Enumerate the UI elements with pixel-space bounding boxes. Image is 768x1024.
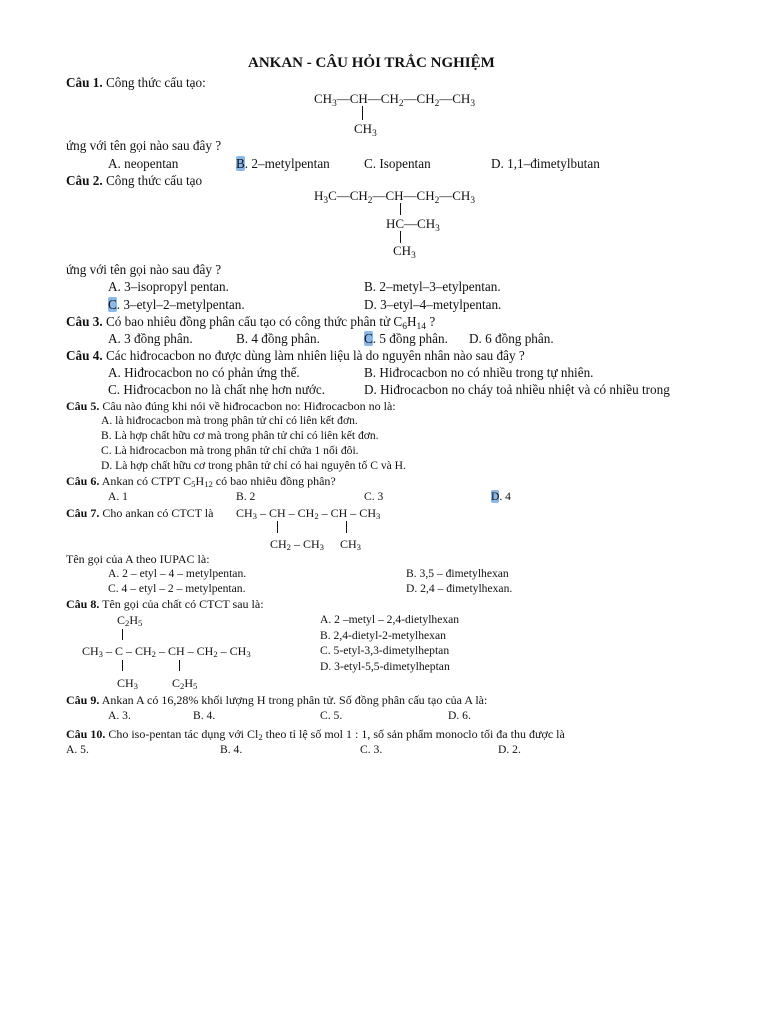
question-7-formula-branch-2: $CH_3$ [340,537,361,553]
selected-answer-mark: B [236,156,245,171]
question-4-option-c[interactable]: C. Hiđrocacbon no là chất nhẹ hơn nước. [108,382,326,397]
selected-answer-mark: C [108,297,117,312]
question-2-option-d[interactable]: D. 3–etyl–4–metylpentan. [364,297,502,312]
question-6-option-a[interactable]: A. 1 [108,490,128,503]
question-7-formula-main: $CH_3$ – CH – $CH_2$ – CH – $CH_3$ [236,506,381,522]
question-1-option-b[interactable]: B. 2–metylpentan [236,156,330,171]
question-1-option-a[interactable]: A. neopentan [108,156,179,171]
question-9-option-d[interactable]: D. 6. [448,709,471,722]
question-6-option-c[interactable]: C. 3 [364,490,384,503]
question-1-option-c[interactable]: C. Isopentan [364,156,431,171]
question-4-option-b[interactable]: B. Hiđrocacbon no có nhiều trong tự nhiên. [364,365,594,380]
question-3-stem: Câu 3. Có bao nhiêu đồng phân cấu tạo có công thức phân tử $C_6H_{14}$ ? [66,314,436,332]
question-1-followup: ứng với tên gọi nào sau đây ? [66,138,222,153]
question-7-option-d[interactable]: D. 2,4 – đimetylhexan. [406,582,513,595]
question-9-stem: Câu 9. Ankan A có 16,28% khối lượng H trong phân tử. Số đồng phân cấu tạo của A là: [66,693,488,707]
question-1-formula-branch: $CH_3$ [354,121,377,139]
question-3-option-d[interactable]: D. 6 đồng phân. [469,331,554,346]
question-2-formula-low: $CH_3$ [393,243,416,261]
question-8-bond-bottom-1 [122,660,123,671]
question-9-option-c[interactable]: C. 5. [320,709,343,722]
question-7-bond-2 [346,521,347,533]
question-1-stem [66,76,206,89]
question-8-formula-top: $C_2H_5$ [117,613,143,629]
question-8-formula-bottom-2: $C_2H_5$ [172,676,198,692]
question-8-formula-bottom-1: $CH_3$ [117,676,138,692]
question-8-option-d[interactable]: D. 3-etyl-5,5-dimetylheptan [320,660,450,673]
page-title: ANKAN - CÂU HỎI TRẮC NGHIỆM [248,55,495,71]
question-5-option-c[interactable]: C. Là hiđrocacbon mà trong phân tử chỉ chứa 1 nối đôi. [101,444,359,457]
question-8-option-b[interactable]: B. 2,4-dietyl-2-metylhexan [320,629,446,642]
question-2-option-a[interactable]: A. 3–isopropyl pentan. [108,279,229,294]
question-10-option-a[interactable]: A. 5. [66,743,89,756]
question-3-option-b[interactable]: B. 4 đồng phân. [236,331,320,346]
question-5-stem: Câu 5. Câu nào đúng khi nói về hiđrocacbon no: Hiđrocacbon no là: [66,399,396,413]
question-2-followup: ứng với tên gọi nào sau đây ? [66,262,222,277]
question-2-bond-1 [400,203,401,215]
question-10-stem: Câu 10. Cho iso-pentan tác dụng với $Cl_2$ theo tỉ lệ số mol 1 : 1, số sản phẩm monoclo tối đa thu được là [66,727,565,743]
question-8-bond-top [122,629,123,640]
question-6-stem: Câu 6. Ankan có CTPT $C_5H_{12}$ có bao nhiêu đồng phân? [66,474,336,490]
selected-answer-mark: C [364,331,373,346]
question-9-option-a[interactable]: A. 3. [108,709,131,722]
question-6-option-b[interactable]: B. 2 [236,490,256,503]
question-5-option-d[interactable]: D. Là hợp chất hữu cơ trong phân tử chỉ có hai nguyên tố C và H. [101,459,406,472]
question-3-option-c[interactable]: C. 5 đồng phân. [364,331,448,346]
question-10-option-b[interactable]: B. 4. [220,743,243,756]
question-7-bond-1 [277,521,278,533]
question-1-label: Câu 1. [66,75,103,90]
question-2-formula-mid: $HC—CH_3$ [386,216,440,234]
question-8-stem: Câu 8. Tên gọi của chất có CTCT sau là: [66,597,264,611]
question-4-option-d[interactable]: D. Hiđrocacbon no cháy toả nhiều nhiệt và có nhiều trong [364,382,670,397]
question-5-option-b[interactable]: B. Là hợp chất hữu cơ mà trong phân tử chỉ có liên kết đơn. [101,429,379,442]
question-8-formula-main: $CH_3$ – C – $CH_2$ – CH – $CH_2 - CH_3$ [82,644,251,660]
question-5-option-a[interactable]: A. là hiđrocacbon mà trong phân tử chỉ có liên kết đơn. [101,414,358,427]
question-8-option-a[interactable]: A. 2 –metyl – 2,4-dietylhexan [320,613,460,626]
question-8-option-c[interactable]: C. 5-etyl-3,3-dimetylheptan [320,644,450,657]
question-4-stem: Câu 4. Các hiđrocacbon no được dùng làm nhiên liệu là do nguyên nhân nào sau đây ? [66,348,525,363]
question-3-option-a[interactable]: A. 3 đồng phân. [108,331,193,346]
question-7-option-c[interactable]: C. 4 – etyl – 2 – metylpentan. [108,582,246,595]
question-7-formula-branch-1: $CH_2 - CH_3$ [270,537,324,553]
question-10-option-d[interactable]: D. 2. [498,743,521,756]
question-7-stem: Câu 7. Cho ankan có CTCT là [66,506,214,520]
question-10-option-c[interactable]: C. 3. [360,743,383,756]
question-7-followup: Tên gọi của A theo IUPAC là: [66,552,210,566]
question-6-option-d[interactable]: D. 4 [491,490,511,503]
selected-answer-mark: D [491,490,500,503]
question-2-bond-2 [400,231,401,243]
question-2-option-b[interactable]: B. 2–metyl–3–etylpentan. [364,279,501,294]
question-7-option-a[interactable]: A. 2 – etyl – 4 – metylpentan. [108,567,247,580]
question-1-bond [362,106,363,120]
question-9-option-b[interactable]: B. 4. [193,709,216,722]
question-4-option-a[interactable]: A. Hiđrocacbon no có phản ứng thế. [108,365,300,380]
question-1-formula-main: $CH_3—CH—CH_2—CH_2—CH_3$ [314,91,475,109]
question-7-option-b[interactable]: B. 3,5 – đimetylhexan [406,567,509,580]
question-1-option-d[interactable]: D. 1,1–đimetylbutan [491,156,600,171]
question-1-text: Công thức cấu tạo: [105,75,206,90]
question-8-bond-bottom-2 [179,660,180,671]
question-2-formula-main: $H_3C—CH_2—CH—CH_2—CH_3$ [314,188,475,206]
question-2-stem: Câu 2. Công thức cấu tạo [66,173,203,188]
question-2-option-c[interactable]: C. 3–etyl–2–metylpentan. [108,297,245,312]
